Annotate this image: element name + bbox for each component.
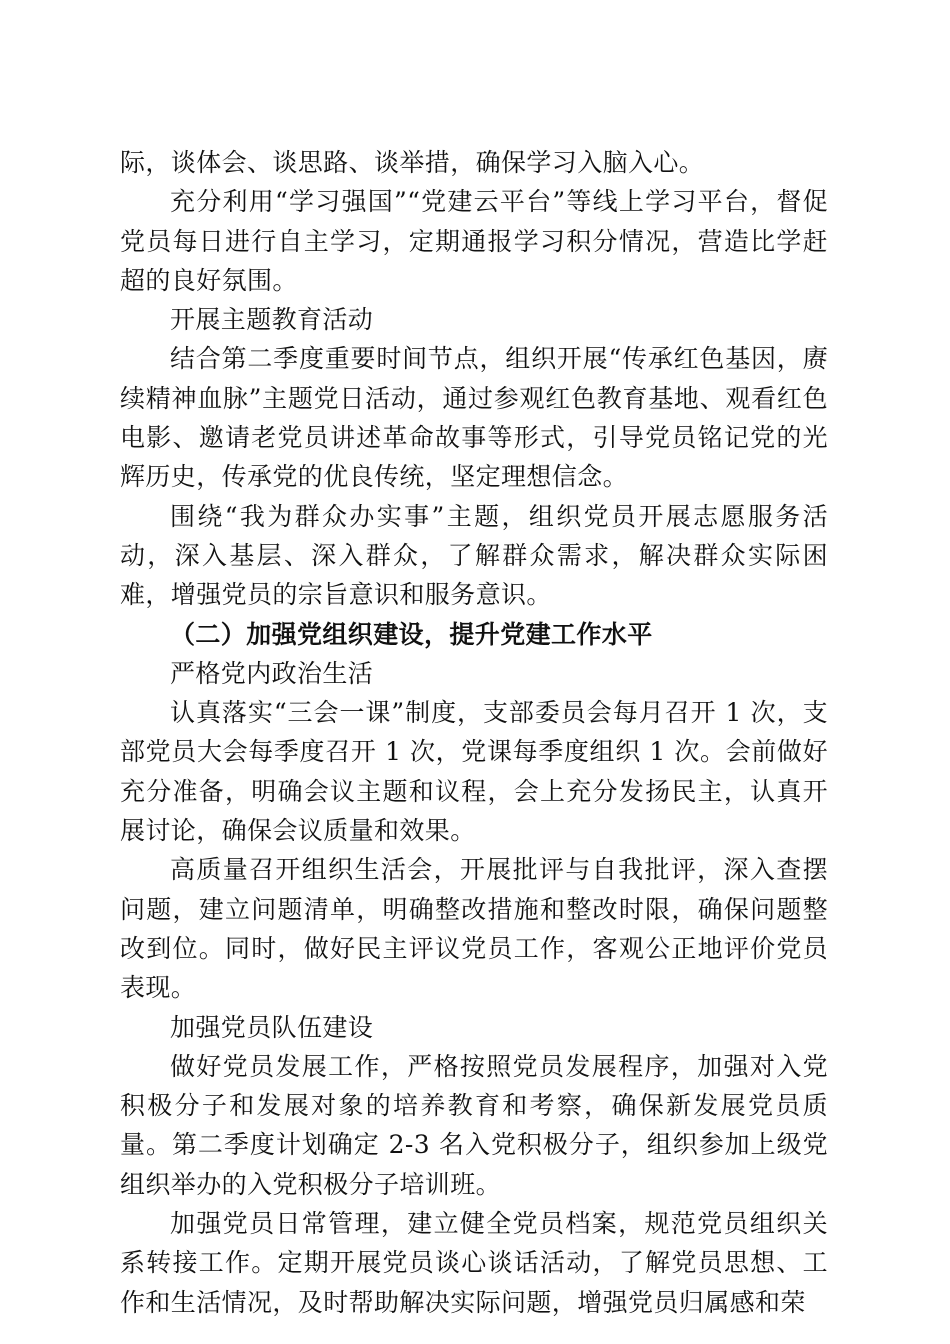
paragraph-6: 高质量召开组织生活会，开展批评与自我批评，深入查摆问题，建立问题清单，明确整改措施和整改时限，确保问题整改到位。同时，做好民主评议党员工作，客观公正地评价党员表现。 <box>120 855 828 1003</box>
section-heading-member-team: 加强党员队伍建设 <box>170 1012 374 1042</box>
paragraph-7: 做好党员发展工作，严格按照党员发展程序，加强对入党积极分子和发展对象的培养教育和考察，确保新发展党员质量。第二季度计划确定 2-3 名入党积极分子，组织参加上级党组织举办的入党积极分子培训班。 <box>120 1051 828 1199</box>
paragraph-5: 认真落实“三会一课”制度，支部委员会每月召开 1 次，支部党员大会每季度召开 1 次，党课每季度组织 1 次。会前做好充分准备，明确会议主题和议程，会上充分发扬民主，认真开展讨论，确保会议质量和效果。 <box>120 698 828 846</box>
document-body <box>120 143 828 1322</box>
section-heading-theme-education: 开展主题教育活动 <box>170 305 374 335</box>
paragraph-3: 结合第二季度重要时间节点，组织开展“传承红色基因，赓续精神血脉”主题党日活动，通过参观红色教育基地、观看红色电影、邀请老党员讲述革命故事等形式，引导党员铭记党的光辉历史，传承党的优良传统，坚定理想信念。 <box>120 344 828 492</box>
subsection-title-2: （二）加强党组织建设，提升党建工作水平 <box>170 619 653 649</box>
section-heading-political-life: 严格党内政治生活 <box>170 658 374 688</box>
paragraph-8: 加强党员日常管理，建立健全党员档案，规范党员组织关系转接工作。定期开展党员谈心谈话活动，了解党员思想、工作和生活情况，及时帮助解决实际问题，增强党员归属感和荣 <box>120 1209 828 1317</box>
paragraph-2: 充分利用“学习强国”“党建云平台”等线上学习平台，督促党员每日进行自主学习，定期通报学习积分情况，营造比学赶超的良好氛围。 <box>120 187 828 295</box>
paragraph-1: 际，谈体会、谈思路、谈举措，确保学习入脑入心。 <box>120 148 705 177</box>
paragraph-4: 围绕“我为群众办实事”主题，组织党员开展志愿服务活动，深入基层、深入群众，了解群众需求，解决群众实际困难，增强党员的宗旨意识和服务意识。 <box>120 501 828 610</box>
